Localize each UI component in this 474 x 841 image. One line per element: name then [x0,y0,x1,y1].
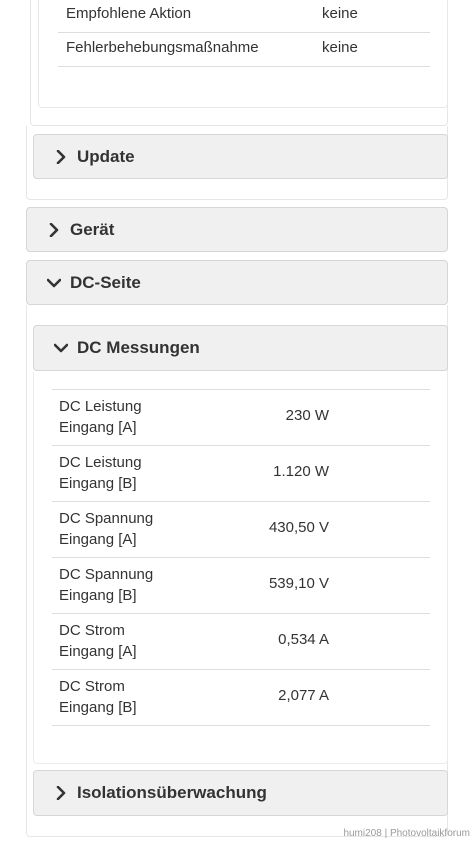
section-isolation-header[interactable] [33,770,448,816]
measurement-name: DC Spannung [59,510,154,527]
section-geraet-header[interactable] [26,207,448,252]
measurement-input: Eingang [A] [59,643,137,660]
status-value: keine [322,39,358,56]
measurement-value: 430,50 V [268,519,329,536]
table-row [58,0,430,33]
table-row [58,32,430,67]
chevron-down-icon [54,341,68,355]
chevron-right-icon [47,223,61,237]
table-row [52,558,430,614]
section-isolation-label: Isolationsüberwachung [77,783,267,802]
section-geraet-label: Gerät [70,219,115,239]
section-dc-messungen-label: DC Messungen [77,338,200,357]
table-row [52,502,430,558]
table-row [52,614,430,670]
table-row [52,670,430,726]
status-value: keine [322,5,358,22]
measurement-input: Eingang [A] [59,531,137,548]
measurement-value: 230 W [285,407,329,424]
measurement-input: Eingang [A] [59,419,137,436]
section-update-header[interactable] [33,134,448,179]
measurement-name: DC Strom [59,678,125,695]
chevron-right-icon [54,150,68,164]
status-label: Fehlerbehebungsmaßnahme [66,39,259,56]
section-dc-seite-label: DC-Seite [70,272,141,292]
section-dc-messungen-header[interactable] [33,325,448,371]
measurement-input: Eingang [B] [59,587,137,604]
measurement-input: Eingang [B] [59,699,137,716]
chevron-right-icon [54,786,68,800]
measurement-name: DC Spannung [59,566,154,583]
measurement-value: 0,534 A [278,631,329,648]
table-row [52,446,430,502]
measurement-name: DC Leistung [59,398,142,415]
measurement-value: 539,10 V [268,575,329,592]
table-row [52,390,430,446]
measurement-name: DC Strom [59,622,125,639]
measurement-name: DC Leistung [59,454,142,471]
measurement-input: Eingang [B] [59,475,137,492]
measurement-value: 1.120 W [273,463,329,480]
chevron-down-icon [47,276,61,290]
watermark: humi208 | Photovoltaikforum [343,828,470,839]
measurement-value: 2,077 A [278,687,329,704]
dc-measurements-table [52,389,430,726]
status-label: Empfohlene Aktion [66,5,192,22]
section-dc-seite-header[interactable] [26,260,448,305]
section-update-label: Update [77,146,135,166]
